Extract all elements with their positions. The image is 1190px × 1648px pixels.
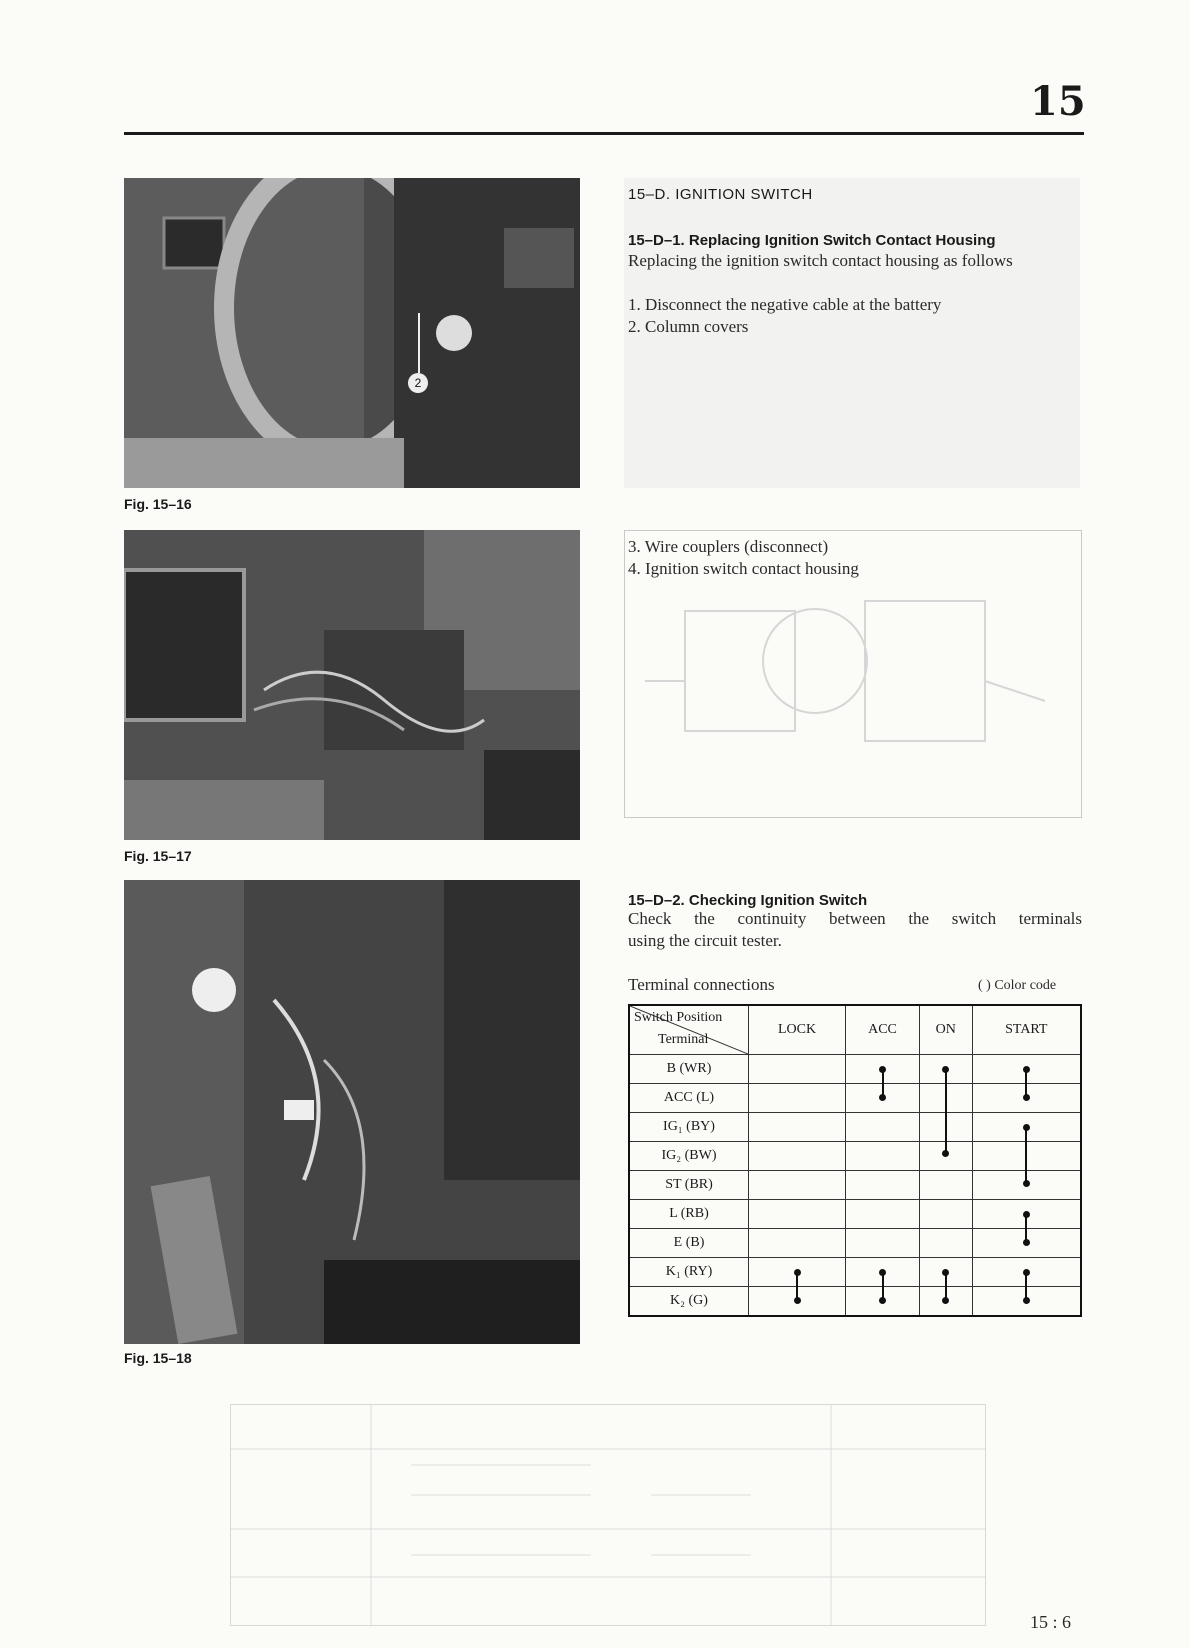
table-row xyxy=(629,1200,1081,1229)
subsection-2-intro-line2: using the circuit tester. xyxy=(628,931,782,950)
continuity-dot xyxy=(1023,1211,1030,1218)
continuity-dot xyxy=(942,1269,949,1276)
continuity-cell-start xyxy=(972,1113,1081,1142)
photo-fig-15-16 xyxy=(124,178,580,488)
continuity-line xyxy=(1025,1272,1027,1300)
subsection-1-intro: Replacing the ignition switch contact housing as follows xyxy=(628,251,1013,270)
continuity-dot xyxy=(879,1066,886,1073)
continuity-cell-on xyxy=(919,1171,972,1200)
table-header-row xyxy=(629,1005,1081,1055)
step-4: 4. Ignition switch contact housing xyxy=(628,559,859,578)
terminal-cell: E (B) xyxy=(629,1229,749,1258)
page-number: 15 : 6 xyxy=(1030,1612,1072,1632)
terminal-cell: ST (BR) xyxy=(629,1171,749,1200)
continuity-cell-acc xyxy=(846,1258,920,1287)
faint-bleed-through-table xyxy=(230,1404,986,1626)
continuity-cell-acc xyxy=(846,1142,920,1171)
continuity-cell-start xyxy=(972,1200,1081,1229)
continuity-cell-on xyxy=(919,1229,972,1258)
terminal-cell: IG₁ (BY) xyxy=(629,1113,749,1142)
continuity-cell-start xyxy=(972,1258,1081,1287)
table-row xyxy=(629,1258,1081,1287)
fig-caption-15-16: Fig. 15–16 xyxy=(124,496,192,512)
continuity-dot xyxy=(879,1094,886,1101)
corner-terminal-label: Terminal xyxy=(658,1032,709,1047)
column-header-start: START xyxy=(972,1005,1081,1055)
terminal-cell: IG₂ (BW) xyxy=(629,1142,749,1171)
continuity-dot xyxy=(794,1269,801,1276)
continuity-cell-start xyxy=(972,1055,1081,1084)
continuity-line xyxy=(945,1272,947,1300)
subsection-2-title: 15–D–2. Checking Ignition Switch xyxy=(628,892,868,909)
continuity-cell-acc xyxy=(846,1229,920,1258)
continuity-line xyxy=(796,1272,798,1300)
continuity-dot xyxy=(942,1150,949,1157)
continuity-dot xyxy=(1023,1180,1030,1187)
continuity-dot xyxy=(794,1297,801,1304)
continuity-dot xyxy=(879,1297,886,1304)
terminal-cell: B (WR) xyxy=(629,1055,749,1084)
fig-caption-15-18: Fig. 15–18 xyxy=(124,1350,192,1366)
column-header-on: ON xyxy=(919,1005,972,1055)
fig-caption-15-17: Fig. 15–17 xyxy=(124,848,192,864)
continuity-cell-acc xyxy=(846,1171,920,1200)
continuity-cell-lock xyxy=(749,1113,846,1142)
continuity-line xyxy=(882,1272,884,1300)
table-row xyxy=(629,1229,1081,1258)
continuity-cell-lock xyxy=(749,1084,846,1113)
terminal-cell: K₁ (RY) xyxy=(629,1258,749,1287)
subsection-2-intro-line1: Check the continuity between the switch terminals xyxy=(628,909,1082,928)
terminal-cell: K₂ (G) xyxy=(629,1287,749,1317)
section-title: 15–D. IGNITION SWITCH xyxy=(628,186,813,203)
header-rule xyxy=(124,132,1084,135)
corner-switch-position-label: Switch Position xyxy=(634,1010,723,1025)
step-2: 2. Column covers xyxy=(628,317,749,336)
terminal-cell: L (RB) xyxy=(629,1200,749,1229)
continuity-cell-lock xyxy=(749,1200,846,1229)
step-3: 3. Wire couplers (disconnect) xyxy=(628,537,829,556)
step-1: 1. Disconnect the negative cable at the battery xyxy=(628,295,942,314)
continuity-line xyxy=(945,1069,947,1153)
chapter-number: 15 xyxy=(1030,78,1086,125)
continuity-cell-acc xyxy=(846,1200,920,1229)
color-code-note: ( ) Color code xyxy=(978,978,1057,993)
subsection-1-title: 15–D–1. Replacing Ignition Switch Contact Housing xyxy=(628,232,996,249)
continuity-dot xyxy=(1023,1094,1030,1101)
continuity-dot xyxy=(1023,1124,1030,1131)
table-row xyxy=(629,1142,1081,1171)
continuity-dot xyxy=(942,1297,949,1304)
continuity-dot xyxy=(1023,1239,1030,1246)
terminal-cell: ACC (L) xyxy=(629,1084,749,1113)
continuity-dot xyxy=(942,1066,949,1073)
continuity-cell-lock xyxy=(749,1258,846,1287)
table-corner-cell xyxy=(629,1005,749,1055)
callout-2: 2 xyxy=(408,373,428,393)
continuity-line xyxy=(1025,1214,1027,1242)
table-row xyxy=(629,1113,1081,1142)
continuity-dot xyxy=(1023,1297,1030,1304)
table-row xyxy=(629,1055,1081,1084)
continuity-cell-acc xyxy=(846,1113,920,1142)
photo-fig-15-17 xyxy=(124,530,580,840)
continuity-dot xyxy=(879,1269,886,1276)
continuity-cell-on xyxy=(919,1055,972,1084)
table-row xyxy=(629,1084,1081,1113)
continuity-cell-lock xyxy=(749,1142,846,1171)
table-row xyxy=(629,1287,1081,1317)
table-row xyxy=(629,1171,1081,1200)
table-label: Terminal connections xyxy=(628,975,775,994)
continuity-line xyxy=(1025,1127,1027,1183)
continuity-cell-on xyxy=(919,1200,972,1229)
continuity-cell-acc xyxy=(846,1055,920,1084)
column-header-acc: ACC xyxy=(846,1005,920,1055)
continuity-cell-lock xyxy=(749,1229,846,1258)
terminal-connections-table xyxy=(628,1004,1082,1317)
continuity-dot xyxy=(1023,1066,1030,1073)
continuity-dot xyxy=(1023,1269,1030,1276)
continuity-cell-lock xyxy=(749,1055,846,1084)
continuity-cell-on xyxy=(919,1258,972,1287)
column-header-lock: LOCK xyxy=(749,1005,846,1055)
continuity-line xyxy=(882,1069,884,1097)
photo-fig-15-18 xyxy=(124,880,580,1344)
continuity-cell-lock xyxy=(749,1171,846,1200)
continuity-line xyxy=(1025,1069,1027,1097)
